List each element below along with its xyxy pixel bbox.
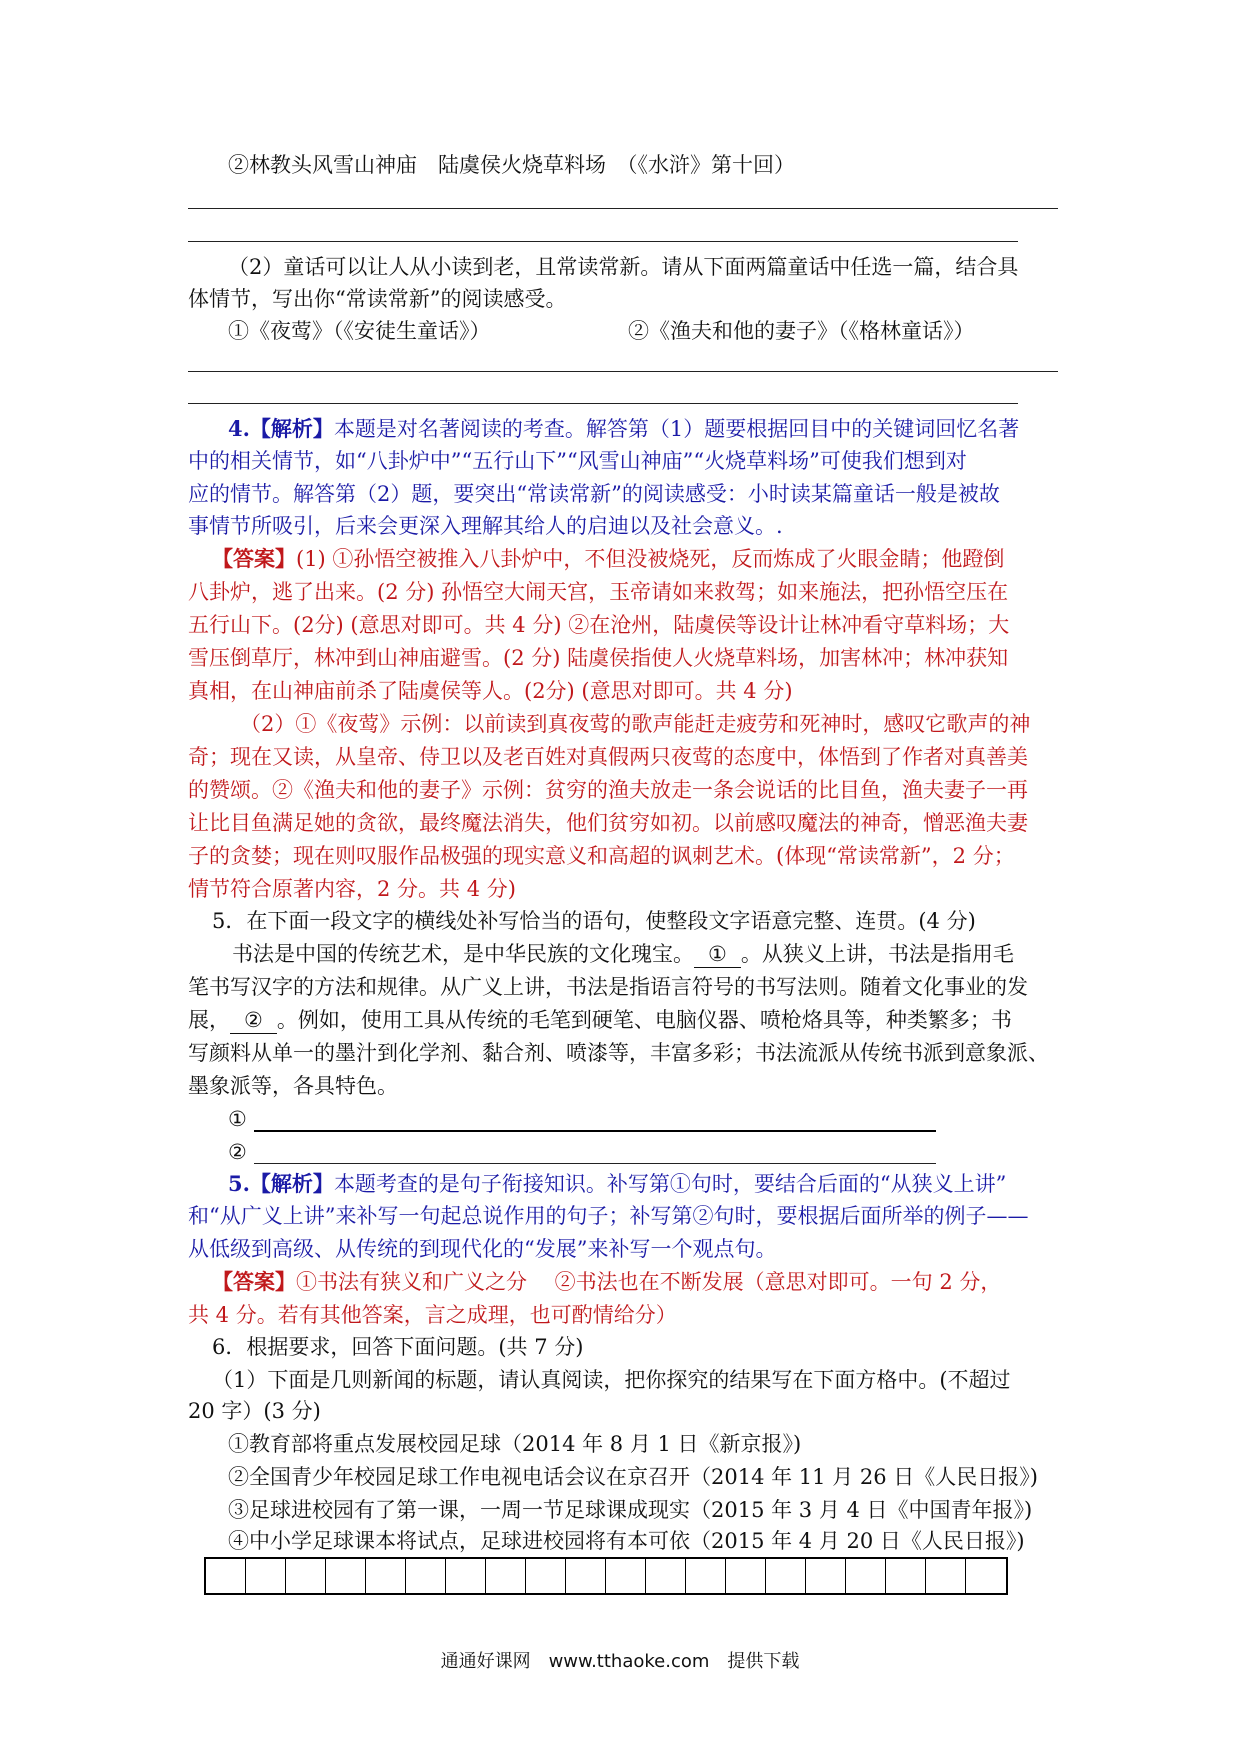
grid-cell[interactable] <box>246 1559 286 1593</box>
a5-answer-line1: 【答案】①书法有狭义和广义之分 ②书法也在不断发展（意思对即可。一句 2 分， <box>212 1269 1002 1294</box>
a4-answer-line3: 五行山下。(2分) (意思对即可。共 4 分) ②在沧州，陆虞侯等设计让林冲看守草料场；大 <box>188 613 1010 637</box>
grid-cell[interactable] <box>286 1559 326 1593</box>
a5-analysis-line2: 和“从广义上讲”来补写一句起总说作用的句子；补写第②句时，要根据后面所举的例子—— <box>188 1204 1029 1228</box>
q5-paragraph-line3: 展， ② 。例如，使用工具从传统的毛笔到硬笔、电脑仪器、喷枪烙具等，种类繁多；书 <box>188 1008 1012 1032</box>
q6-news-1: ①教育部将重点发展校园足球（2014 年 8 月 1 日《新京报》) <box>228 1432 802 1456</box>
a5-answer-line2: 共 4 分。若有其他答案，言之成理，也可酌情给分） <box>188 1303 677 1327</box>
grid-cell[interactable] <box>966 1559 1006 1593</box>
a4-answer-line5: 真相，在山神庙前杀了陆虞侯等人。(2分) (意思对即可。共 4 分) <box>188 679 793 703</box>
a4-answer-line7: 奇；现在又读，从皇帝、侍卫以及老百姓对真假两只夜莺的态度中，体悟到了作者对真善美 <box>188 745 1028 769</box>
q5-answer-label-2: ② <box>228 1140 247 1164</box>
q5-paragraph-line5: 墨象派等，各具特色。 <box>188 1074 398 1098</box>
q6-title: 6．根据要求，回答下面问题。(共 7 分) <box>212 1335 584 1359</box>
answer-label: 【答案】 <box>212 546 296 571</box>
grid-cell[interactable] <box>846 1559 886 1593</box>
q6-news-3: ③足球进校园有了第一课，一周一节足球课成现实（2015 年 3 月 4 日《中国青年报》) <box>228 1498 1033 1522</box>
q6-part1-line2: 20 字）(3 分) <box>188 1399 321 1423</box>
a4-answer-line8: 的赞颂。②《渔夫和他的妻子》示例：贫穷的渔夫放走一条会说话的比目鱼，渔夫妻子一再 <box>188 778 1028 802</box>
q6-part1-line1: （1）下面是几则新闻的标题，请认真阅读，把你探究的结果写在下面方格中。(不超过 <box>212 1368 1011 1392</box>
grid-cell[interactable] <box>486 1559 526 1593</box>
grid-cell[interactable] <box>326 1559 366 1593</box>
grid-cell[interactable] <box>406 1559 446 1593</box>
grid-cell[interactable] <box>646 1559 686 1593</box>
a4-answer-line6: （2）①《夜莺》示例：以前读到真夜莺的歌声能赶走疲劳和死神时，感叹它歌声的神 <box>240 712 1031 736</box>
a4-answer-line2: 八卦炉，逃了出来。(2 分) 孙悟空大闹天宫，玉帝请如来救驾；如来施法，把孙悟空压在 <box>188 580 1009 604</box>
a4-analysis-line3: 应的情节。解答第（2）题，要突出“常读常新”的阅读感受：小时读某篇童话一般是被故 <box>188 482 1000 506</box>
answer-line <box>188 241 1018 242</box>
a4-analysis-line2: 中的相关情节，如“八卦炉中”“五行山下”“风雪山神庙”“火烧草料场”可使我们想到对 <box>188 449 967 473</box>
grid-cell[interactable] <box>726 1559 766 1593</box>
a5-analysis-line1: 5.【解析】本题考查的是句子衔接知识。补写第①句时，要结合后面的“从狭义上讲” <box>228 1171 1007 1196</box>
analysis-label: 5.【解析】 <box>228 1171 334 1196</box>
grid-cell[interactable] <box>206 1559 246 1593</box>
a4-answer-line4: 雪压倒草厅，林冲到山神庙避雪。(2 分) 陆虞侯指使人火烧草料场，加害林冲；林冲获知 <box>188 646 1009 670</box>
answer-line-2 <box>254 1163 936 1164</box>
fill-blank-2: ② <box>230 1007 277 1034</box>
fill-blank-1: ① <box>694 941 741 968</box>
grid-cell[interactable] <box>926 1559 966 1593</box>
a4-analysis-line4: 事情节所吸引，后来会更深入理解其给人的启迪以及社会意义。. <box>188 514 783 538</box>
answer-line <box>188 403 1018 404</box>
answer-line-1 <box>254 1130 936 1132</box>
page-footer: 通通好课网 www.tthaoke.com 提供下载 <box>440 1651 800 1672</box>
answer-line <box>188 371 1058 372</box>
q5-paragraph-line4: 写颜料从单一的墨汁到化学剂、黏合剂、喷漆等，丰富多彩；书法流派从传统书派到意象派、 <box>188 1041 1049 1065</box>
q5-answer-label-1: ① <box>228 1107 247 1131</box>
q3-option-2: ②《渔夫和他的妻子》（《格林童话》） <box>628 319 975 343</box>
answer-grid[interactable] <box>204 1557 1008 1595</box>
grid-cell[interactable] <box>886 1559 926 1593</box>
a5-analysis-line3: 从低级到高级、从传统的到现代化的“发展”来补写一个观点句。 <box>188 1237 777 1261</box>
grid-cell[interactable] <box>566 1559 606 1593</box>
grid-cell[interactable] <box>606 1559 646 1593</box>
a4-answer-line11: 情节符合原著内容，2 分。共 4 分) <box>188 877 516 901</box>
q3-item-2: ②林教头风雪山神庙 陆虞侯火烧草料场 （《水浒》第十回） <box>228 153 795 177</box>
grid-cell[interactable] <box>686 1559 726 1593</box>
grid-cell[interactable] <box>766 1559 806 1593</box>
q5-paragraph-line2: 笔书写汉字的方法和规律。从广义上讲，书法是指语言符号的书写法则。随着文化事业的发 <box>188 975 1028 999</box>
a4-answer-line9: 让比目鱼满足她的贪欲，最终魔法消失，他们贫穷如初。以前感叹魔法的神奇，憎恶渔夫妻 <box>188 811 1028 835</box>
q6-news-2: ②全国青少年校园足球工作电视电话会议在京召开（2014 年 11 月 26 日《人民日报》) <box>228 1465 1038 1489</box>
grid-cell[interactable] <box>366 1559 406 1593</box>
a4-analysis-line1: 4.【解析】本题是对名著阅读的考查。解答第（1）题要根据回目中的关键词回忆名著 <box>228 416 1020 441</box>
grid-cell[interactable] <box>526 1559 566 1593</box>
answer-line <box>188 208 1058 209</box>
answer-label: 【答案】 <box>212 1269 296 1294</box>
q3-part2-line2: 体情节，写出你“常读常新”的阅读感受。 <box>188 287 567 311</box>
q3-option-1: ①《夜莺》（《安徒生童话》） <box>228 319 491 343</box>
a4-answer-line1: 【答案】(1) ①孙悟空被推入八卦炉中，不但没被烧死，反而炼成了火眼金睛；他蹬倒 <box>212 546 1005 571</box>
a4-answer-line10: 子的贪婪；现在则叹服作品极强的现实意义和高超的讽刺艺术。(体现“常读常新”，2 分； <box>188 844 1015 868</box>
q3-part2-line1: （2）童话可以让人从小读到老，且常读常新。请从下面两篇童话中任选一篇，结合具 <box>228 255 1019 279</box>
q5-title: 5．在下面一段文字的横线处补写恰当的语句，使整段文字语意完整、连贯。(4 分) <box>212 909 976 933</box>
grid-cell[interactable] <box>446 1559 486 1593</box>
q6-news-4: ④中小学足球课本将试点，足球进校园将有本可依（2015 年 4 月 20 日《人民日报》) <box>228 1529 1025 1553</box>
q5-paragraph-line1: 书法是中国的传统艺术，是中华民族的文化瑰宝。 ① 。从狭义上讲，书法是指用毛 <box>232 942 1014 966</box>
grid-cell[interactable] <box>806 1559 846 1593</box>
analysis-label: 4.【解析】 <box>228 416 334 441</box>
